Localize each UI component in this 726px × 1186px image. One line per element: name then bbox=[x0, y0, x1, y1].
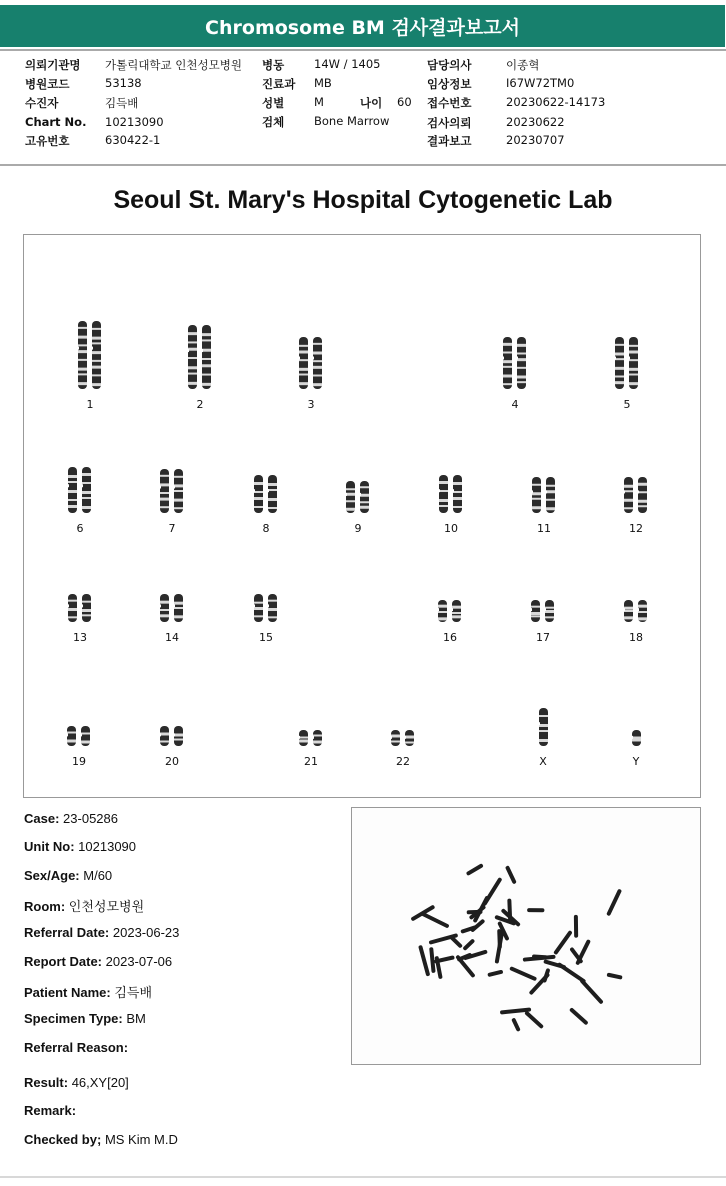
doctor-value: 이종혁 bbox=[506, 58, 540, 72]
receipt-no-label: 접수번호 bbox=[427, 96, 472, 110]
chromosome-label-10: 10 bbox=[444, 522, 458, 535]
metaphase-chromosome bbox=[527, 1013, 541, 1026]
metaphase-chromosome bbox=[609, 891, 620, 914]
report-title: Chromosome BM 검사결과보고서 bbox=[205, 16, 520, 39]
chromosome-6 bbox=[65, 466, 95, 514]
metaphase-chromosome bbox=[421, 947, 428, 974]
patient-name-value: 김득배 bbox=[114, 985, 153, 1000]
chromosome-label-8: 8 bbox=[262, 522, 270, 535]
chromosome-label-20: 20 bbox=[165, 755, 179, 768]
metaphase-chromosome bbox=[431, 949, 433, 971]
patient-value: 김득배 bbox=[105, 96, 139, 110]
metaphase-chromosome bbox=[423, 914, 447, 926]
chromosome-8 bbox=[251, 474, 281, 514]
doctor-label: 담당의사 bbox=[427, 58, 472, 72]
header-divider-top bbox=[0, 49, 726, 51]
chromosome-5 bbox=[612, 336, 642, 390]
clinical-info-label: 임상정보 bbox=[427, 77, 472, 91]
hospital-code-label: 병원코드 bbox=[25, 77, 70, 91]
metaphase-chromosome bbox=[508, 868, 515, 882]
report-date-value: 2023-07-06 bbox=[105, 954, 173, 969]
report-title-bar bbox=[0, 5, 725, 47]
metaphase-chromosome bbox=[514, 1020, 518, 1029]
chromosome-12 bbox=[621, 476, 651, 514]
chromosome-label-7: 7 bbox=[168, 522, 176, 535]
metaphase-chromosome bbox=[556, 933, 570, 953]
metaphase-chromosome bbox=[490, 972, 501, 975]
metaphase-chromosome bbox=[465, 941, 472, 948]
unit-no-value: 10213090 bbox=[78, 839, 137, 854]
referral-reason-row bbox=[24, 1040, 128, 1055]
patient-name-label: Patient Name: bbox=[24, 985, 111, 1000]
chromosome-19 bbox=[64, 725, 94, 747]
chromosome-11 bbox=[529, 476, 559, 514]
chromosome-2 bbox=[185, 324, 215, 390]
metaphase-chromosome bbox=[485, 880, 500, 904]
metaphase-chromosome bbox=[572, 1010, 586, 1023]
patient-name-row bbox=[24, 982, 152, 1001]
metaphase-image bbox=[351, 807, 701, 1065]
case-value: 23-05286 bbox=[63, 811, 118, 826]
patient-label: 수진자 bbox=[25, 96, 59, 110]
chromosome-9 bbox=[343, 480, 373, 514]
sex-value: M bbox=[314, 95, 324, 109]
result-value: 46,XY[20] bbox=[71, 1075, 129, 1090]
chromosome-3 bbox=[296, 336, 326, 390]
chromosome-label-y: Y bbox=[632, 755, 640, 768]
chromosome-label-3: 3 bbox=[307, 398, 315, 411]
chromosome-22 bbox=[388, 729, 418, 747]
unit-no-row bbox=[24, 839, 136, 854]
chromosome-label-13: 13 bbox=[73, 631, 87, 644]
metaphase-chromosome bbox=[512, 969, 535, 979]
chromosome-label-22: 22 bbox=[396, 755, 410, 768]
chromosome-7 bbox=[157, 468, 187, 514]
metaphase-chromosome bbox=[468, 866, 481, 873]
specimen-label: 검체 bbox=[262, 115, 285, 129]
chromosome-label-16: 16 bbox=[443, 631, 457, 644]
chromosome-4 bbox=[500, 336, 530, 390]
chromosome-label-18: 18 bbox=[629, 631, 643, 644]
referral-date-label: Referral Date: bbox=[24, 925, 110, 940]
chromosome-label-21: 21 bbox=[304, 755, 318, 768]
header-divider-bottom bbox=[0, 164, 726, 166]
chromosome-17 bbox=[528, 599, 558, 623]
chart-no-value: 10213090 bbox=[105, 115, 164, 129]
ward-value: 14W / 1405 bbox=[314, 57, 381, 71]
case-row bbox=[24, 811, 118, 826]
chromosome-18 bbox=[621, 599, 651, 623]
chromosome-16 bbox=[435, 599, 465, 623]
result-row bbox=[24, 1075, 129, 1090]
report-date-label: Report Date: bbox=[24, 954, 103, 969]
footer-divider bbox=[0, 1176, 726, 1178]
sex-age-label: Sex/Age: bbox=[24, 868, 80, 883]
result-label: Result: bbox=[24, 1075, 69, 1090]
unique-no-value: 630422-1 bbox=[105, 133, 161, 147]
referral-date-value: 2023-06-23 bbox=[112, 925, 180, 940]
result-report-label: 결과보고 bbox=[427, 134, 472, 148]
room-value: 인천성모병원 bbox=[68, 899, 145, 914]
test-request-value: 20230622 bbox=[506, 115, 565, 129]
checked-by-row bbox=[24, 1132, 178, 1147]
metaphase-chromosome bbox=[609, 975, 620, 977]
referral-reason-label: Referral Reason: bbox=[24, 1040, 129, 1055]
chromosome-label-5: 5 bbox=[623, 398, 631, 411]
room-row bbox=[24, 896, 144, 915]
chromosome-1 bbox=[75, 320, 105, 390]
clinical-info-value: I67W72TM0 bbox=[506, 76, 575, 90]
chromosome-13 bbox=[65, 593, 95, 623]
chromosome-label-4: 4 bbox=[511, 398, 519, 411]
sex-age-row bbox=[24, 868, 112, 883]
chromosome-14 bbox=[157, 593, 187, 623]
metaphase-chromosome bbox=[545, 970, 548, 980]
remark-row bbox=[24, 1103, 76, 1118]
specimen-type-label: Specimen Type: bbox=[24, 1011, 123, 1026]
chromosome-label-14: 14 bbox=[165, 631, 179, 644]
chromosome-20 bbox=[157, 725, 187, 747]
referral-date-row bbox=[24, 925, 179, 940]
sex-label: 성별 bbox=[262, 96, 285, 110]
case-label: Case: bbox=[24, 811, 60, 826]
chromosome-x bbox=[536, 707, 550, 747]
chromosome-21 bbox=[296, 729, 326, 747]
report-date-row bbox=[24, 954, 172, 969]
room-label: Room: bbox=[24, 899, 66, 914]
department-value: MB bbox=[314, 76, 332, 90]
chromosome-label-1: 1 bbox=[86, 398, 94, 411]
chromosome-label-17: 17 bbox=[536, 631, 550, 644]
checked-by-label: Checked by; bbox=[24, 1132, 102, 1147]
hospital-code-value: 53138 bbox=[105, 76, 142, 90]
unit-no-label: Unit No: bbox=[24, 839, 75, 854]
metaphase-chromosome bbox=[451, 937, 460, 946]
chromosome-y bbox=[629, 729, 643, 747]
remark-label: Remark: bbox=[24, 1103, 77, 1118]
hospital-name-value: 가톨릭대학교 인천성모병원 bbox=[105, 58, 242, 72]
metaphase-chromosome bbox=[502, 1010, 529, 1013]
chromosome-label-11: 11 bbox=[537, 522, 551, 535]
specimen-type-value: BM bbox=[126, 1011, 146, 1026]
metaphase-chromosome bbox=[509, 901, 510, 922]
chromosome-label-9: 9 bbox=[354, 522, 362, 535]
karyotype-panel bbox=[23, 234, 701, 798]
chromosome-label-19: 19 bbox=[72, 755, 86, 768]
specimen-type-row bbox=[24, 1011, 146, 1026]
metaphase-spread bbox=[352, 808, 700, 1064]
metaphase-chromosome bbox=[534, 957, 546, 958]
chromosome-15 bbox=[251, 593, 281, 623]
ward-label: 병동 bbox=[262, 58, 285, 72]
metaphase-chromosome bbox=[546, 962, 564, 967]
metaphase-chromosome bbox=[582, 981, 601, 1002]
checked-by-value: MS Kim M.D bbox=[104, 1132, 178, 1147]
unique-no-label: 고유번호 bbox=[25, 134, 70, 148]
receipt-no-value: 20230622-14173 bbox=[506, 95, 606, 109]
chromosome-label-x: X bbox=[539, 755, 547, 768]
lab-title: Seoul St. Mary's Hospital Cytogenetic Lab bbox=[113, 186, 613, 214]
sex-age-value: M/60 bbox=[83, 868, 113, 883]
department-label: 진료과 bbox=[262, 77, 296, 91]
age-label: 나이 bbox=[360, 96, 383, 110]
chromosome-label-15: 15 bbox=[259, 631, 273, 644]
result-report-value: 20230707 bbox=[506, 133, 565, 147]
chart-no-label: Chart No. bbox=[25, 115, 87, 129]
chromosome-label-6: 6 bbox=[76, 522, 84, 535]
hospital-name-label: 의뢰기관명 bbox=[25, 58, 81, 72]
chromosome-label-2: 2 bbox=[196, 398, 204, 411]
chromosome-10 bbox=[436, 474, 466, 514]
age-value: 60 bbox=[397, 95, 412, 109]
test-request-label: 검사의뢰 bbox=[427, 116, 472, 130]
chromosome-label-12: 12 bbox=[629, 522, 643, 535]
specimen-value: Bone Marrow bbox=[314, 114, 390, 128]
